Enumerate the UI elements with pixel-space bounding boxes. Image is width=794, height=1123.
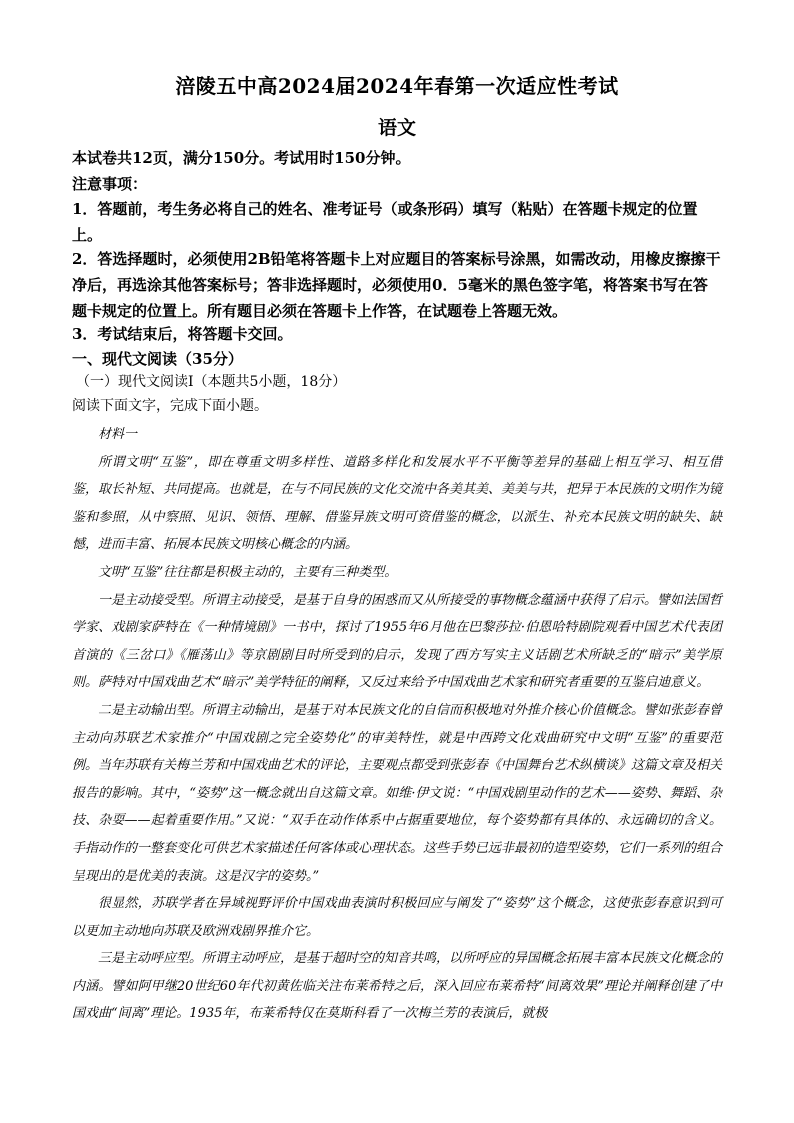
material-paragraph: 所谓文明“互鉴”，即在尊重文明多样性、道路多样化和发展水平不平衡等差异的基础上相互学习、相互借鉴，取长补短、共同提高。也就是，在与不同民族的文化交流中各美其美、美美与共，把异于本民族的文明作为镜鉴和参照，从中察照、见识、领悟、理解、借鉴异族文明可资借鉴的概念，以派生、补充本民族文明的缺失、缺憾，进而丰富、拓展本民族文明核心概念的内涵。 [72,454,723,553]
notice-intro: 本试卷共12页，满分150分。考试用时150分钟。 [72,149,411,167]
material-paragraph: 三是主动呼应型。所谓主动呼应，是基于超时空的知音共鸣，以所呼应的异国概念拓展丰富本民族文化概念的内涵。譬如阿甲继20世纪60年代初黄佐临关注布莱希特之后，深入回应布莱希特“间离效果”理论并阐释创建了中国戏曲“间离”理论。1935年，布莱希特仅在莫斯科看了一次梅兰芳的表演后，就极 [72,951,723,1022]
reading-material [72,421,722,1028]
notice-item-3: 3．考试结束后，将答题卡交回。 [72,325,293,343]
material-paragraph: 一是主动接受型。所谓主动接受，是基于自身的困惑而又从所接受的事物概念蕴涵中获得了启示。譬如法国哲学家、戏剧家萨特在《一种情境剧》一书中，探讨了1955年6月他在巴黎莎拉·伯恩哈特剧院观看中国艺术代表团首演的《三岔口》《雁荡山》等京剧剧目时所受到的启示，发现了西方写实主义话剧艺术所缺乏的“暗示”美学原则。萨特对中国戏曲艺术“暗示”美学特征的阐释，又反过来给予中国戏曲艺术家和研究者重要的互鉴启迪意义。 [72,592,723,691]
notice-item-1: 1．答题前，考生务必将自己的姓名、准考证号（或条形码）填写（粘贴）在答题卡规定的位置上。 [72,200,698,244]
notice-item-2: 2．答选择题时，必须使用2B铅笔将答题卡上对应题目的答案标号涂黑，如需改动，用橡皮擦擦干净后，再选涂其他答案标号；答非选择题时，必须使用0．5毫米的黑色签字笔，将答案书写在答题卡规定的位置上。所有题目必须在答题卡上作答，在试题卷上答题无效。 [72,250,721,320]
section-sub-heading: （一）现代文阅读Ⅰ（本题共5小题，18分） [76,374,347,390]
material-paragraph: 文明“互鉴”往往都是积极主动的，主要有三种类型。 [98,564,398,580]
material-paragraph: 很显然，苏联学者在异域视野评价中国戏曲表演时积极回应与阐发了“姿势”这个概念，这使张彭春意识到可以更加主动地向苏联及欧洲戏剧界推介它。 [72,896,722,939]
exam-title: 涪陵五中高2024届2024年春第一次适应性考试 [175,74,619,98]
notice-heading: 注意事项： [72,175,148,193]
subject-title: 语文 [377,117,416,139]
reading-instruction: 阅读下面文字，完成下面小题。 [72,398,268,414]
material-paragraph: 二是主动输出型。所谓主动输出，是基于对本民族文化的自信而积极地对外推介核心价值概念。譬如张彭春曾主动向苏联艺术家推介“中国戏剧之完全姿势化”的审美特性，就是中西跨文化戏曲研究中文明“互鉴”的重要范例。当年苏联有关梅兰芳和中国戏曲艺术的评论，主要观点都受到张彭春《中国舞台艺术纵横谈》这篇文章及相关报告的影响。其中，“姿势”这一概念就出自这篇文章。如维·伊文说：“中国戏剧里动作的艺术——姿势、舞蹈、杂技、杂耍——起着重要作用。”又说：“双手在动作体系中占据重要地位，每个姿势都有具体的、永远确切的含义。手指动作的一整套变化可供艺术家描述任何客体或心理状态。这些手势已远非最初的造型姿势，它们一系列的组合呈现出的是优美的表演。这是汉字的姿势。” [72,702,723,884]
section-heading: 一、现代文阅读（35分） [72,350,243,368]
material-label: 材料一 [98,427,138,442]
